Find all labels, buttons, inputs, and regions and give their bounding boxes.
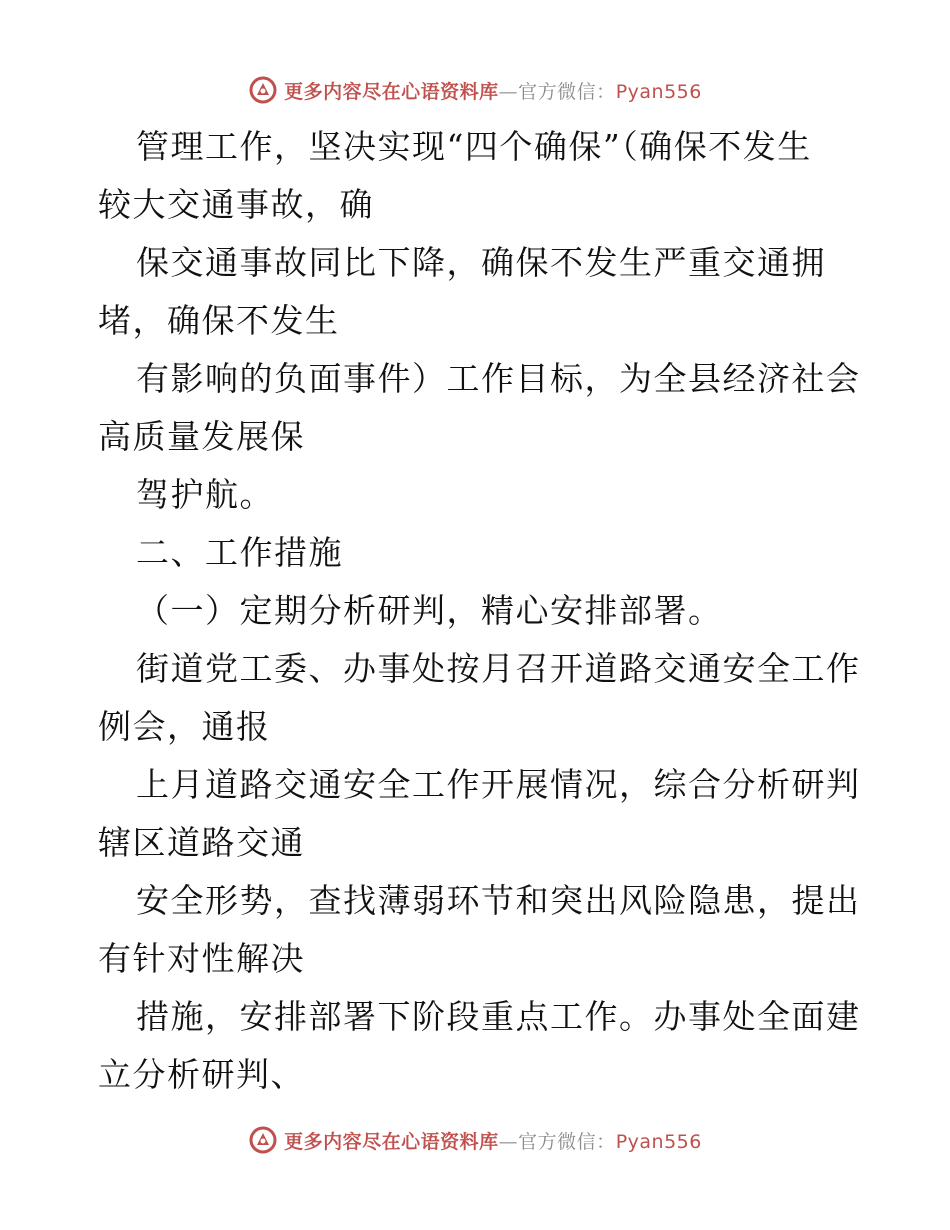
text-line: 驾护航。	[136, 475, 274, 514]
header-wechat-label: 官方微信：	[518, 80, 616, 103]
text-line: 有影响的负面事件）工作目标，为全县经济社会	[136, 359, 861, 398]
text-line: 例会，通报	[98, 707, 271, 746]
text-line: 管理工作，坚决实现“四个确保”（确保不发生	[136, 127, 812, 166]
text-line: 高质量发展保	[98, 417, 305, 456]
subsection-heading: （一）定期分析研判，精心安排部署。	[136, 591, 723, 630]
text-line: 辖区道路交通	[98, 823, 305, 862]
footer-wechat-label: 官方微信：	[518, 1130, 616, 1153]
text-line: 上月道路交通安全工作开展情况，综合分析研判	[136, 765, 861, 804]
header-separator: —	[498, 80, 519, 103]
footer-banner	[0, 1120, 950, 1160]
section-heading: 二、工作措施	[136, 533, 343, 572]
header-text	[284, 77, 702, 104]
document-body	[98, 118, 861, 1104]
footer-separator: —	[498, 1130, 519, 1153]
text-line: 措施，安排部署下阶段重点工作。办事处全面建	[136, 997, 861, 1036]
text-line: 较大交通事故，确	[98, 185, 374, 224]
header-banner	[0, 70, 950, 110]
text-line: 有针对性解决	[98, 939, 305, 978]
brand-logo-icon	[248, 75, 278, 105]
header-wechat-id: Pyan556	[615, 80, 702, 103]
header-site-text: 更多内容尽在心语资料库	[284, 80, 499, 103]
footer-site-text: 更多内容尽在心语资料库	[284, 1130, 499, 1153]
footer-text	[284, 1127, 702, 1154]
text-line: 街道党工委、办事处按月召开道路交通安全工作	[136, 649, 861, 688]
text-line: 堵，确保不发生	[98, 301, 340, 340]
text-line: 安全形势，查找薄弱环节和突出风险隐患，提出	[136, 881, 861, 920]
text-line: 立分析研判、	[98, 1055, 305, 1094]
brand-logo-icon	[248, 1125, 278, 1155]
text-line: 保交通事故同比下降，确保不发生严重交通拥	[136, 243, 826, 282]
footer-wechat-id: Pyan556	[615, 1130, 702, 1153]
